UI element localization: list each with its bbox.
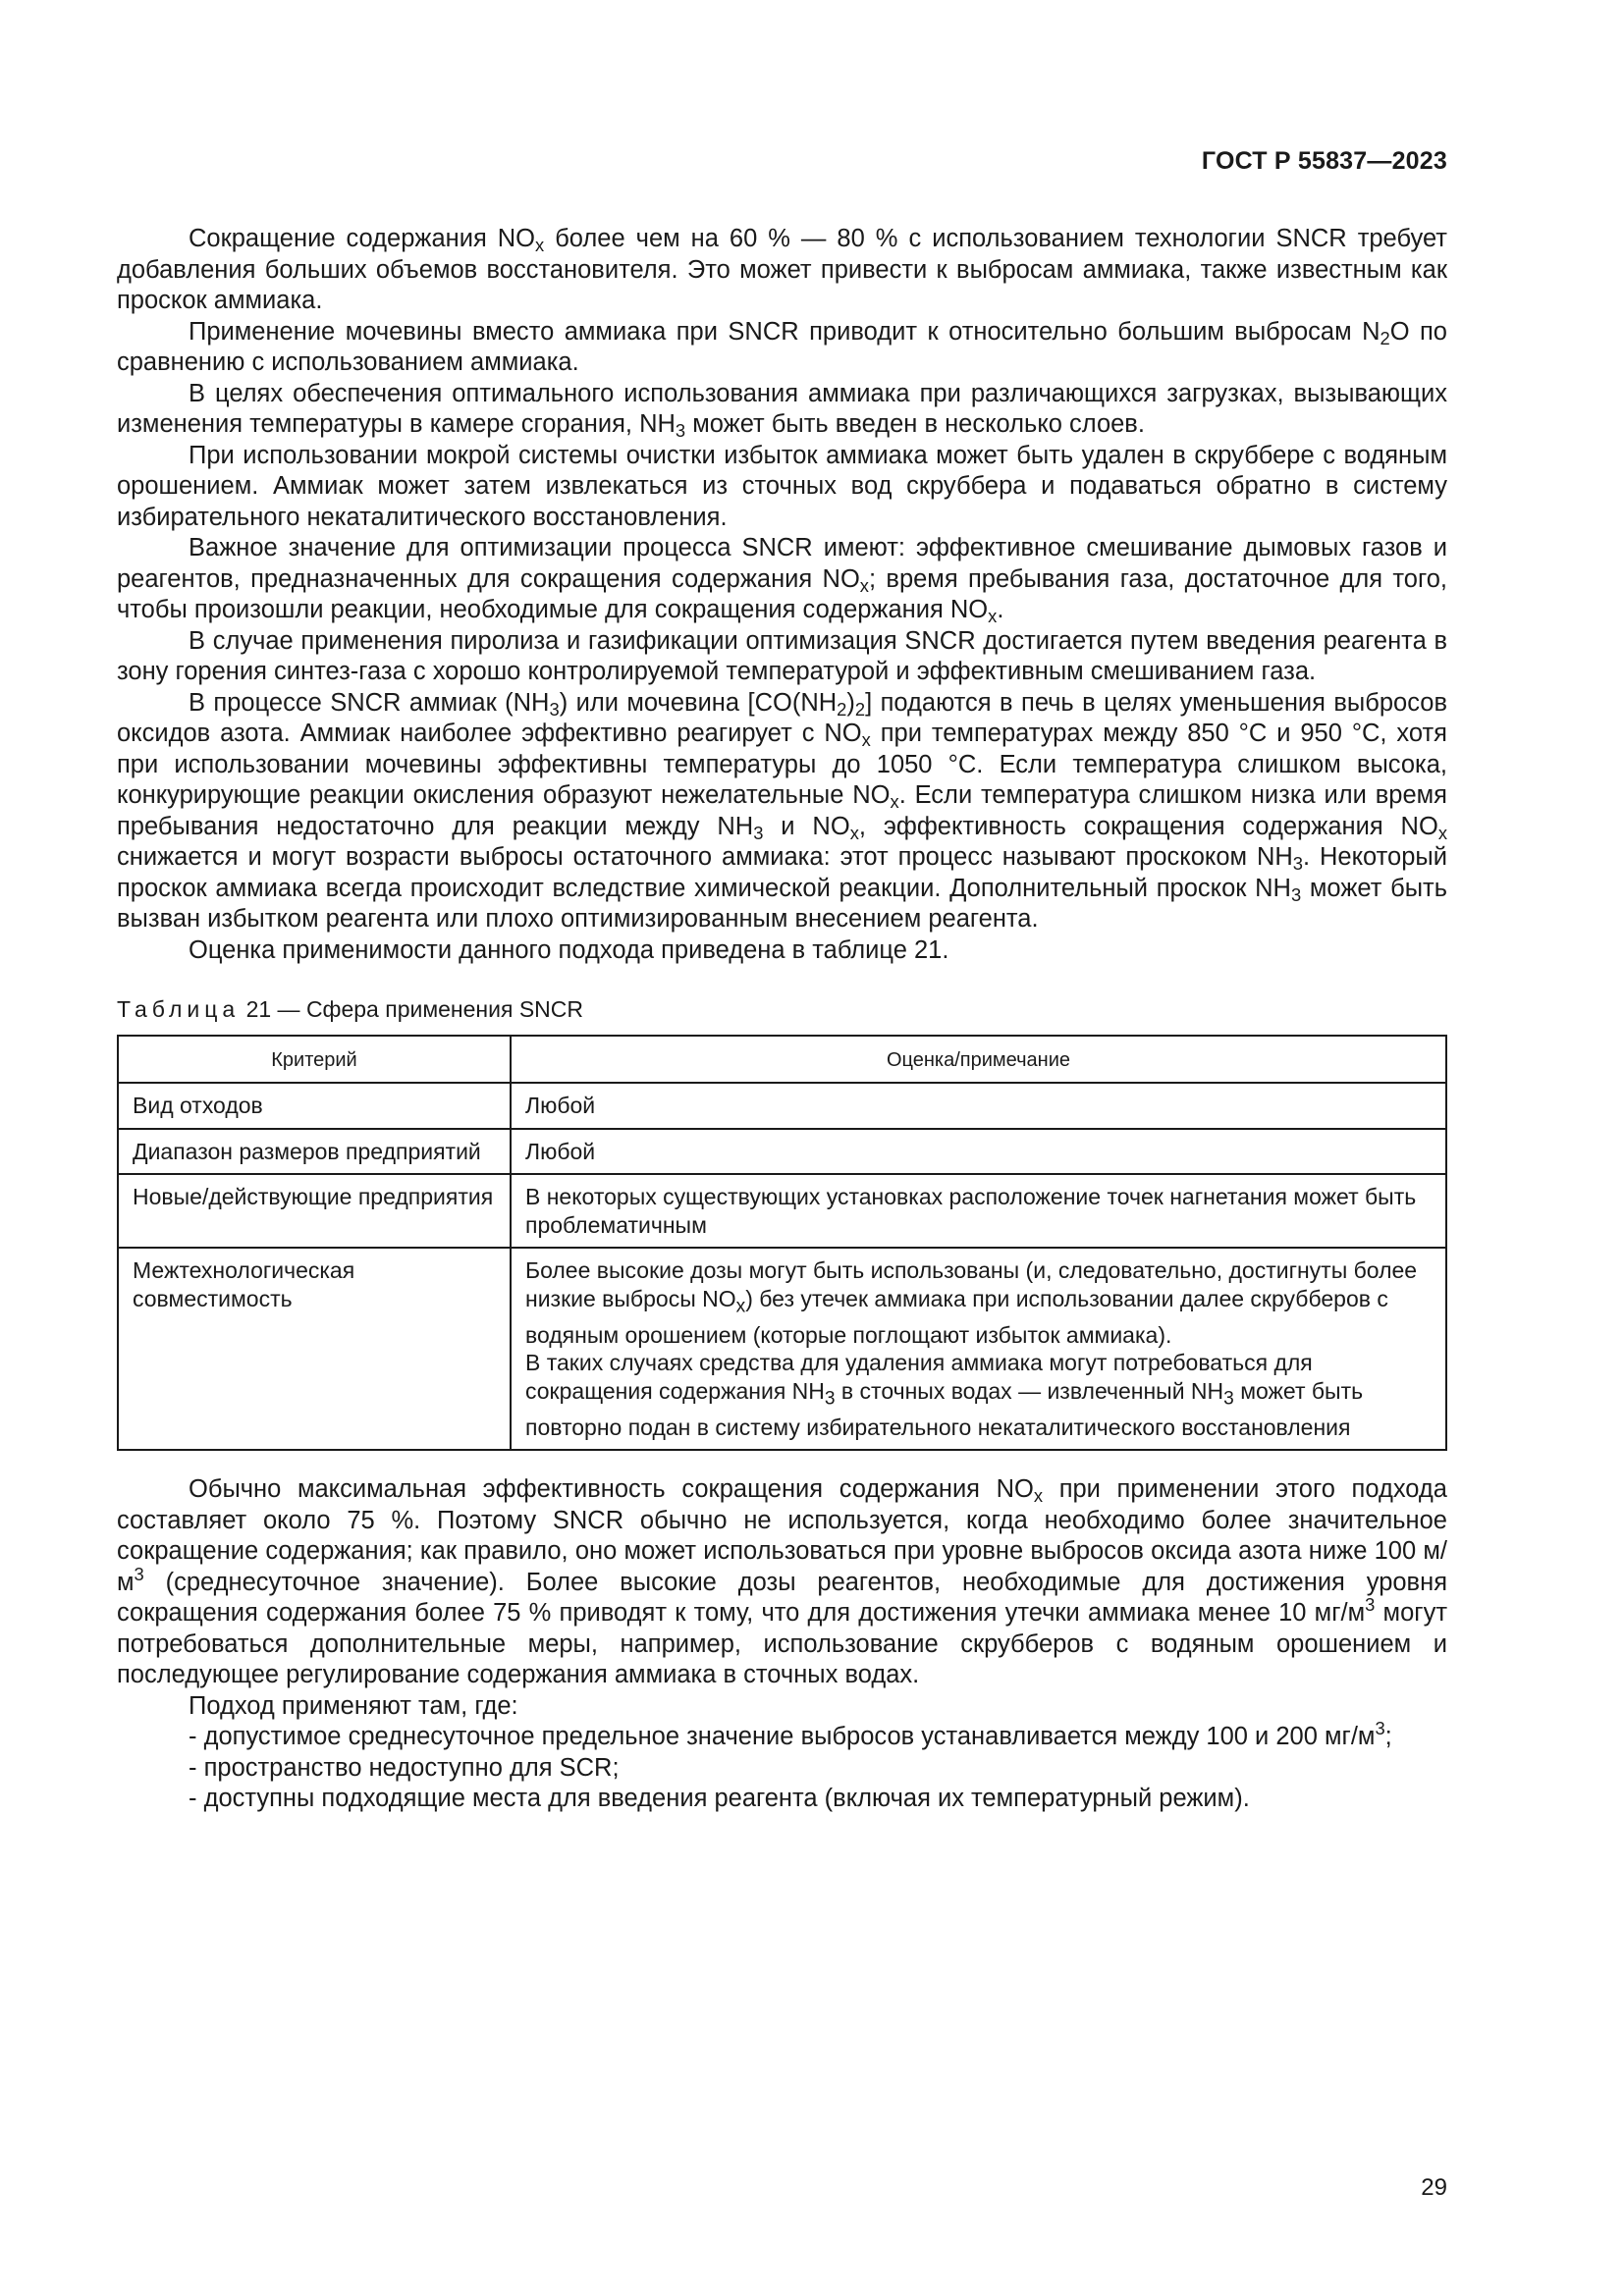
text-run: Любой xyxy=(525,1093,596,1118)
assessment-cell xyxy=(511,1129,1446,1175)
subscript: x xyxy=(988,606,998,627)
text-run: , эффективность сокращения содержания NO xyxy=(858,812,1438,840)
text-run: . Если температура слишком низка или время пребывания недостаточно для реакции между NH xyxy=(117,781,1447,840)
subscript: x xyxy=(735,1296,746,1317)
text-run: Оценка применимости данного подхода приведена в таблице 21. xyxy=(189,935,949,964)
text-run: ; xyxy=(1384,1723,1392,1751)
text-run: Диапазон размеров предприятий xyxy=(133,1138,481,1164)
paragraph xyxy=(117,317,1447,379)
table-header-criterion: Критерий xyxy=(118,1036,511,1083)
subscript: 3 xyxy=(549,698,560,720)
subscript: 2 xyxy=(854,698,866,720)
text-run: ) без утечек аммиака при использовании далее скрубберов с водяным орошением (которые поглощают избыток аммиака). xyxy=(525,1285,1388,1348)
text-run: Подход применяют там, где: xyxy=(189,1691,518,1720)
subscript: x xyxy=(1033,1485,1044,1507)
text-run: может быть вызван избытком реагента или плохо оптимизированным внесением реагента. xyxy=(117,874,1447,933)
subscript: 3 xyxy=(824,1388,836,1410)
text-run: Любой xyxy=(525,1138,596,1164)
assessment-line xyxy=(525,1138,1432,1166)
text-run: в сточных водах — извлеченный NH xyxy=(835,1377,1224,1404)
paragraph xyxy=(117,1753,1447,1785)
criterion-cell xyxy=(118,1174,511,1248)
subscript: x xyxy=(890,791,899,813)
assessment-line xyxy=(525,1183,1432,1239)
subscript: 2 xyxy=(1380,327,1390,348)
text-run: ; время пребывания газа, достаточное для того, чтобы произошли реакции, необходимые для сокращения содержания NO xyxy=(117,564,1447,623)
table-header-row xyxy=(118,1036,1446,1083)
subscript: 3 xyxy=(1292,853,1303,875)
paragraphs-bottom xyxy=(117,1474,1447,1815)
assessment-line xyxy=(525,1092,1432,1120)
paragraph xyxy=(117,533,1447,626)
table-body xyxy=(118,1083,1446,1450)
text-run: - доступны подходящие места для введения реагента (включая их температурный режим). xyxy=(189,1785,1250,1813)
table-row xyxy=(118,1083,1446,1129)
table-header-assessment: Оценка/примечание xyxy=(511,1036,1446,1083)
text-run: Обычно максимальная эффективность сокращения содержания NO xyxy=(189,1475,1034,1504)
text-run: при применении этого подхода составляет около 75 %. Поэтому SNCR обычно не используется, когда необходимо более значительное сокращение содержания; как правило, оно может использоваться при уровне выбросов оксида азота ниже 100 м/м xyxy=(117,1475,1447,1596)
text-run: Применение мочевины вместо аммиака при SNCR приводит к относительно большим выбросам N xyxy=(189,317,1380,346)
applicability-table xyxy=(117,1035,1447,1451)
superscript: 3 xyxy=(1365,1594,1376,1616)
table-row xyxy=(118,1174,1446,1248)
paragraph xyxy=(117,1691,1447,1723)
text-run: В процессе SNCR аммиак (NH xyxy=(189,688,550,717)
document-header-id: ГОСТ Р 55837—2023 xyxy=(1201,147,1447,175)
subscript: 2 xyxy=(837,698,847,720)
text-run: - допустимое среднесуточное предельное значение выбросов устанавливается между 100 и 200 мг/м xyxy=(189,1723,1376,1751)
criterion-cell xyxy=(118,1129,511,1175)
paragraphs-top xyxy=(117,224,1447,966)
page-number: 29 xyxy=(1421,2174,1447,2201)
subscript: x xyxy=(1437,822,1447,843)
text-run: при температурах между 850 °С и 950 °С, хотя при использовании мочевины эффективны температуры до 1050 °С. Если температура слишком высока, конкурирующие реакции окисления образуют нежелательные NO xyxy=(117,720,1447,809)
paragraph xyxy=(117,688,1447,935)
text-run: ) xyxy=(846,688,855,717)
paragraph xyxy=(117,1474,1447,1691)
table-row xyxy=(118,1248,1446,1450)
text-run: В целях обеспечения оптимального использования аммиака при различающихся загрузках, вызывающих изменения температуры в камере сгорания, NH xyxy=(117,379,1447,438)
paragraph xyxy=(117,1718,1447,1753)
text-run: Сокращение содержания NO xyxy=(189,225,536,252)
assessment-cell xyxy=(511,1174,1446,1248)
text-run: Вид отходов xyxy=(133,1093,263,1118)
assessment-cell xyxy=(511,1248,1446,1450)
text-run: (среднесуточное значение). Более высокие дозы реагентов, необходимые для достижения уровня сокращения содержания более 75 % приводят к тому, что для достижения утечки аммиака менее 10 мг/м xyxy=(117,1568,1447,1628)
text-run: O по сравнению с использованием аммиака. xyxy=(117,317,1447,376)
table-caption-title: 21 — Сфера применения SNCR xyxy=(240,996,583,1022)
text-run: . Некоторый проскок аммиака всегда происходит вследствие химической реакции. Дополнительный проскок NH xyxy=(117,843,1447,902)
spacer xyxy=(117,1451,1447,1474)
paragraph xyxy=(117,935,1447,967)
text-run: может быть повторно подан в систему избирательного некаталитического восстановления xyxy=(525,1377,1364,1440)
text-run: могут потребоваться дополнительные меры, например, использование скрубберов с водяным орошением и последующее регулирование содержания аммиака в сточных водах. xyxy=(117,1599,1448,1689)
text-run: ] подаются в печь в целях уменьшения выбросов оксидов азота. Аммиак наиболее эффективно реагирует с NO xyxy=(117,688,1447,747)
paragraph xyxy=(117,224,1447,317)
text-run: и NO xyxy=(763,812,850,840)
paragraph xyxy=(117,441,1447,534)
subscript: x xyxy=(849,822,859,843)
table-caption-word: Таблица xyxy=(117,996,241,1022)
subscript: 3 xyxy=(1223,1388,1234,1410)
criterion-cell xyxy=(118,1083,511,1129)
assessment-cell xyxy=(511,1083,1446,1129)
superscript: 3 xyxy=(134,1563,144,1584)
assessment-line xyxy=(525,1256,1432,1349)
text-run: - пространство недоступно для SCR; xyxy=(189,1753,620,1782)
text-run: В некоторых существующих установках расположение точек нагнетания может быть проблематичным xyxy=(525,1184,1417,1238)
subscript: 3 xyxy=(753,822,764,843)
text-run: Важное значение для оптимизации процесса SNCR имеют: эффективное смешивание дымовых газов и реагентов, предназначенных для сокращения содержания NO xyxy=(117,534,1447,593)
subscript: x xyxy=(861,729,871,751)
assessment-line xyxy=(525,1349,1432,1441)
text-run: более чем на 60 % — 80 % с использованием технологии SNCR требует добавления больших объемов восстановителя. Это может привести к выбросам аммиака, также известным как проскок аммиака. xyxy=(117,225,1447,314)
text-run: Более высокие дозы могут быть использованы (и, следовательно, достигнуты более низкие выбросы NO xyxy=(525,1257,1418,1311)
text-run: В таких случаях средства для удаления аммиака могут потребоваться для сокращения содержания NH xyxy=(525,1350,1313,1404)
text-run: снижается и могут возрасти выбросы остаточного аммиака: этот процесс называют проскоком NH xyxy=(117,843,1293,871)
paragraph xyxy=(117,626,1447,688)
subscript: 3 xyxy=(1290,883,1302,905)
subscript: x xyxy=(859,574,869,596)
subscript: 3 xyxy=(675,420,686,442)
text-run: ) или мочевина [CO(NH xyxy=(559,688,838,717)
text-run: . xyxy=(997,596,1004,623)
text-run: При использовании мокрой системы очистки избыток аммиака может быть удален в скруббере с водяным орошением. Аммиак может затем извлекаться из сточных вод скруббера и подаваться обратно в систему избирательного некаталитического восстановления. xyxy=(117,441,1447,531)
text-run: Новые/действующие предприятия xyxy=(133,1184,494,1209)
text-run: Межтехнологическая совместимость xyxy=(133,1257,355,1311)
paragraph xyxy=(117,379,1447,441)
criterion-cell xyxy=(118,1248,511,1450)
superscript: 3 xyxy=(1375,1718,1385,1739)
table-caption xyxy=(117,995,1447,1023)
text-run: может быть введен в несколько слоев. xyxy=(685,410,1145,438)
table-row xyxy=(118,1129,1446,1175)
paragraph xyxy=(117,1784,1447,1815)
text-run: В случае применения пиролиза и газификации оптимизация SNCR достигается путем введения реагента в зону горения синтез-газа с хорошо контролируемой температурой и эффективным смешиванием газа. xyxy=(117,626,1447,685)
document-body xyxy=(117,224,1447,1815)
subscript: x xyxy=(535,235,545,256)
